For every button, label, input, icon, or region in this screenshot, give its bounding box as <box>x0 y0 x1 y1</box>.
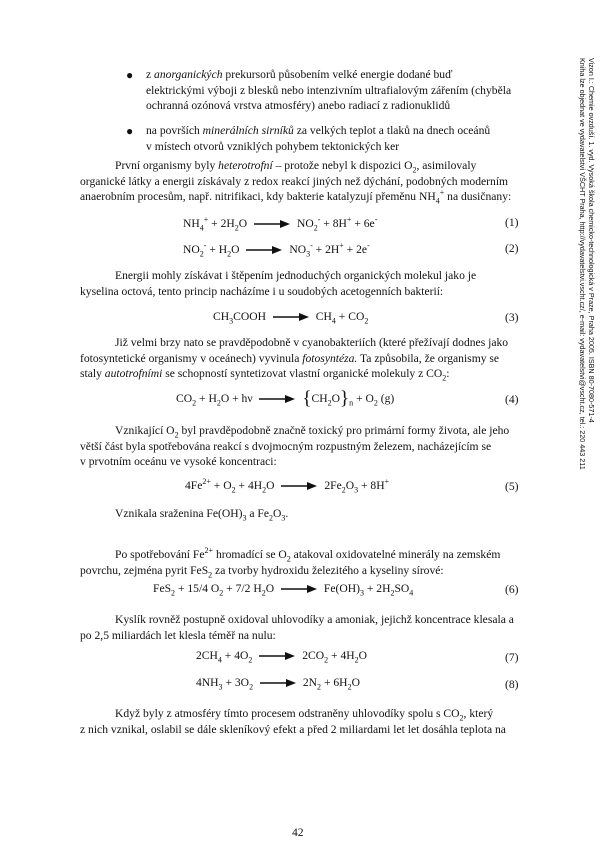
equation-number: (4) <box>505 393 519 406</box>
reaction-arrow-icon <box>260 678 296 688</box>
equation-number: (6) <box>505 583 519 596</box>
reaction-arrow-icon <box>281 481 317 491</box>
reaction-arrow-icon <box>259 651 295 661</box>
reaction-arrow-icon <box>246 245 282 255</box>
bullet-icon: ● <box>126 68 134 82</box>
equation-number: (3) <box>505 311 519 324</box>
equation-2: $NO_2^- + H_2O$ $NO_3^- + 2H^+ + 2e^-$ <box>183 241 370 259</box>
equation-3: $CH_3COOH$ $CH_4 + CO_2$ <box>213 310 369 326</box>
left-brace-icon: { <box>302 388 312 409</box>
equation-number: (8) <box>505 678 519 691</box>
equation-4: $CO_2 + H_2O + h\nu$ $\{CH_2O\}_n + O_2$ (g) <box>176 388 395 409</box>
paragraph-photosynthesis: Již velmi brzy nato se pravděpodobně v cyanobakteriích (které přežívají dodnes jako fotosyntetické organismy v oceánech) vyvinula fotosyntéza. Ta způsobila, že organismy se staly autotrofními se schopností syntetizovat vlastní organické molekuly z $CO_2$: <box>80 336 509 383</box>
right-brace-icon: } <box>340 388 350 409</box>
bullet-item-1: z anorganických prekursorů působením velké energie dodané buď elektrickými výboji z blesků nebo intenzivním ultrafialovým zářením (chyběla ochranná ozónová vrstva atmosféry) anebo radiací z radionuklidů <box>146 68 512 113</box>
paragraph-acetic-acid: Energii mohly získávat i štěpením jednoduchých organických molekul jako je kyselina octová, tento princip nacházíme i u soudobých acetogenních bakterií: <box>80 269 477 298</box>
paragraph-precipitate: Vznikala sraženina $Fe(OH)_3$ a $Fe_2O_3$. <box>115 507 289 523</box>
equation-number: (1) <box>505 216 519 229</box>
reaction-arrow-icon <box>281 584 317 594</box>
paragraph-heterotrophs: První organismy byly heterotrofní – protože nebyl k dispozici $O_2$, asimilovaly organické látky a energii získávaly z redox reakcí jiných než dýchání, podobných moderním anaerobním procesům, např. nitrifikaci, kdy bakterie katalyzují přeměnu $NH_4^+$ na dusičnany: <box>80 159 512 206</box>
paragraph-oxygen-iron: Vznikající $O_2$ byl pravděpodobně značně toxický pro primární formy života, ale jeho větší část byla spotřebována reakcí s dvojmocným rozpustným železem, nacházejícím se v prvotním oceánu ve vysoké koncentraci: <box>80 424 510 469</box>
bullet-item-2: na površích minerálních sirníků za velkých teplot a tlaků na dnech oceánů v místech otvorů vzniklých pohybem tektonických ker <box>146 124 491 153</box>
equation-7: $2CH_4 + 4O_2$ $2CO_2 + 4H_2O$ <box>196 649 368 665</box>
equation-8: $4NH_3 + 3O_2$ $2N_2 + 6H_2O$ <box>196 676 360 692</box>
paragraph-greenhouse: Když byly z atmosféry tímto procesem odstraněny uhlovodíky spolu s $CO_2$, který z nich vznikal, oslabil se dále skleníkový efekt a před 2 miliardami let let dosáhla teplota na <box>80 707 506 736</box>
paragraph-pyrite: Po spotřebování $Fe^{2+}$ hromadící se $O_2$ atakoval oxidovatelné minerály na zemském povrchu, zejména pyrit FeS$_2$ za tvorby hydroxidu železitého a kyseliny sírové: <box>80 546 501 579</box>
side-note-line-1: Vizon I.: Chemie ovzduší. 1. vyd. Vysoká škola chemicko-technologická v Praze, Praha 2005. ISBN 80-7080-571-4 <box>587 58 596 423</box>
equation-6: FeS$_2$ + 15/4 $O_2 + 7/2$ $H_2O$ $Fe(OH)_3 + 2H_2SO_4$ <box>153 582 414 598</box>
equation-number: (7) <box>505 651 519 664</box>
reaction-arrow-icon <box>254 219 290 229</box>
bullet-icon: ● <box>126 124 134 138</box>
reaction-arrow-icon <box>259 394 295 404</box>
equation-number: (2) <box>505 242 519 255</box>
side-note-line-2: Kniha lze objednat ve vydavatelství VŠCHT Praha, http://vydavatelstvi.vscht.cz/, e-mail: vydavatelstvi@vscht.cz, tel.: 220 443 211 <box>578 58 587 470</box>
side-margin-note <box>572 58 596 548</box>
paragraph-hydrocarbons: Kyslík rovněž postupně oxidoval uhlovodíky a amoniak, jejichž koncentrace klesala a po 2,5 miliardách let klesla téměř na nulu: <box>80 613 514 642</box>
page-number: 42 <box>292 826 304 839</box>
equation-1: $NH_4^+ + 2H_2O$ $NO_2^- + 8H^+ + 6e^-$ <box>183 215 378 233</box>
equation-number: (5) <box>505 480 519 493</box>
reaction-arrow-icon <box>273 312 309 322</box>
equation-5: $4Fe^{2+} + O_2 + 4H_2O$ $2Fe_2O_3 + 8H^+$ <box>185 477 390 495</box>
